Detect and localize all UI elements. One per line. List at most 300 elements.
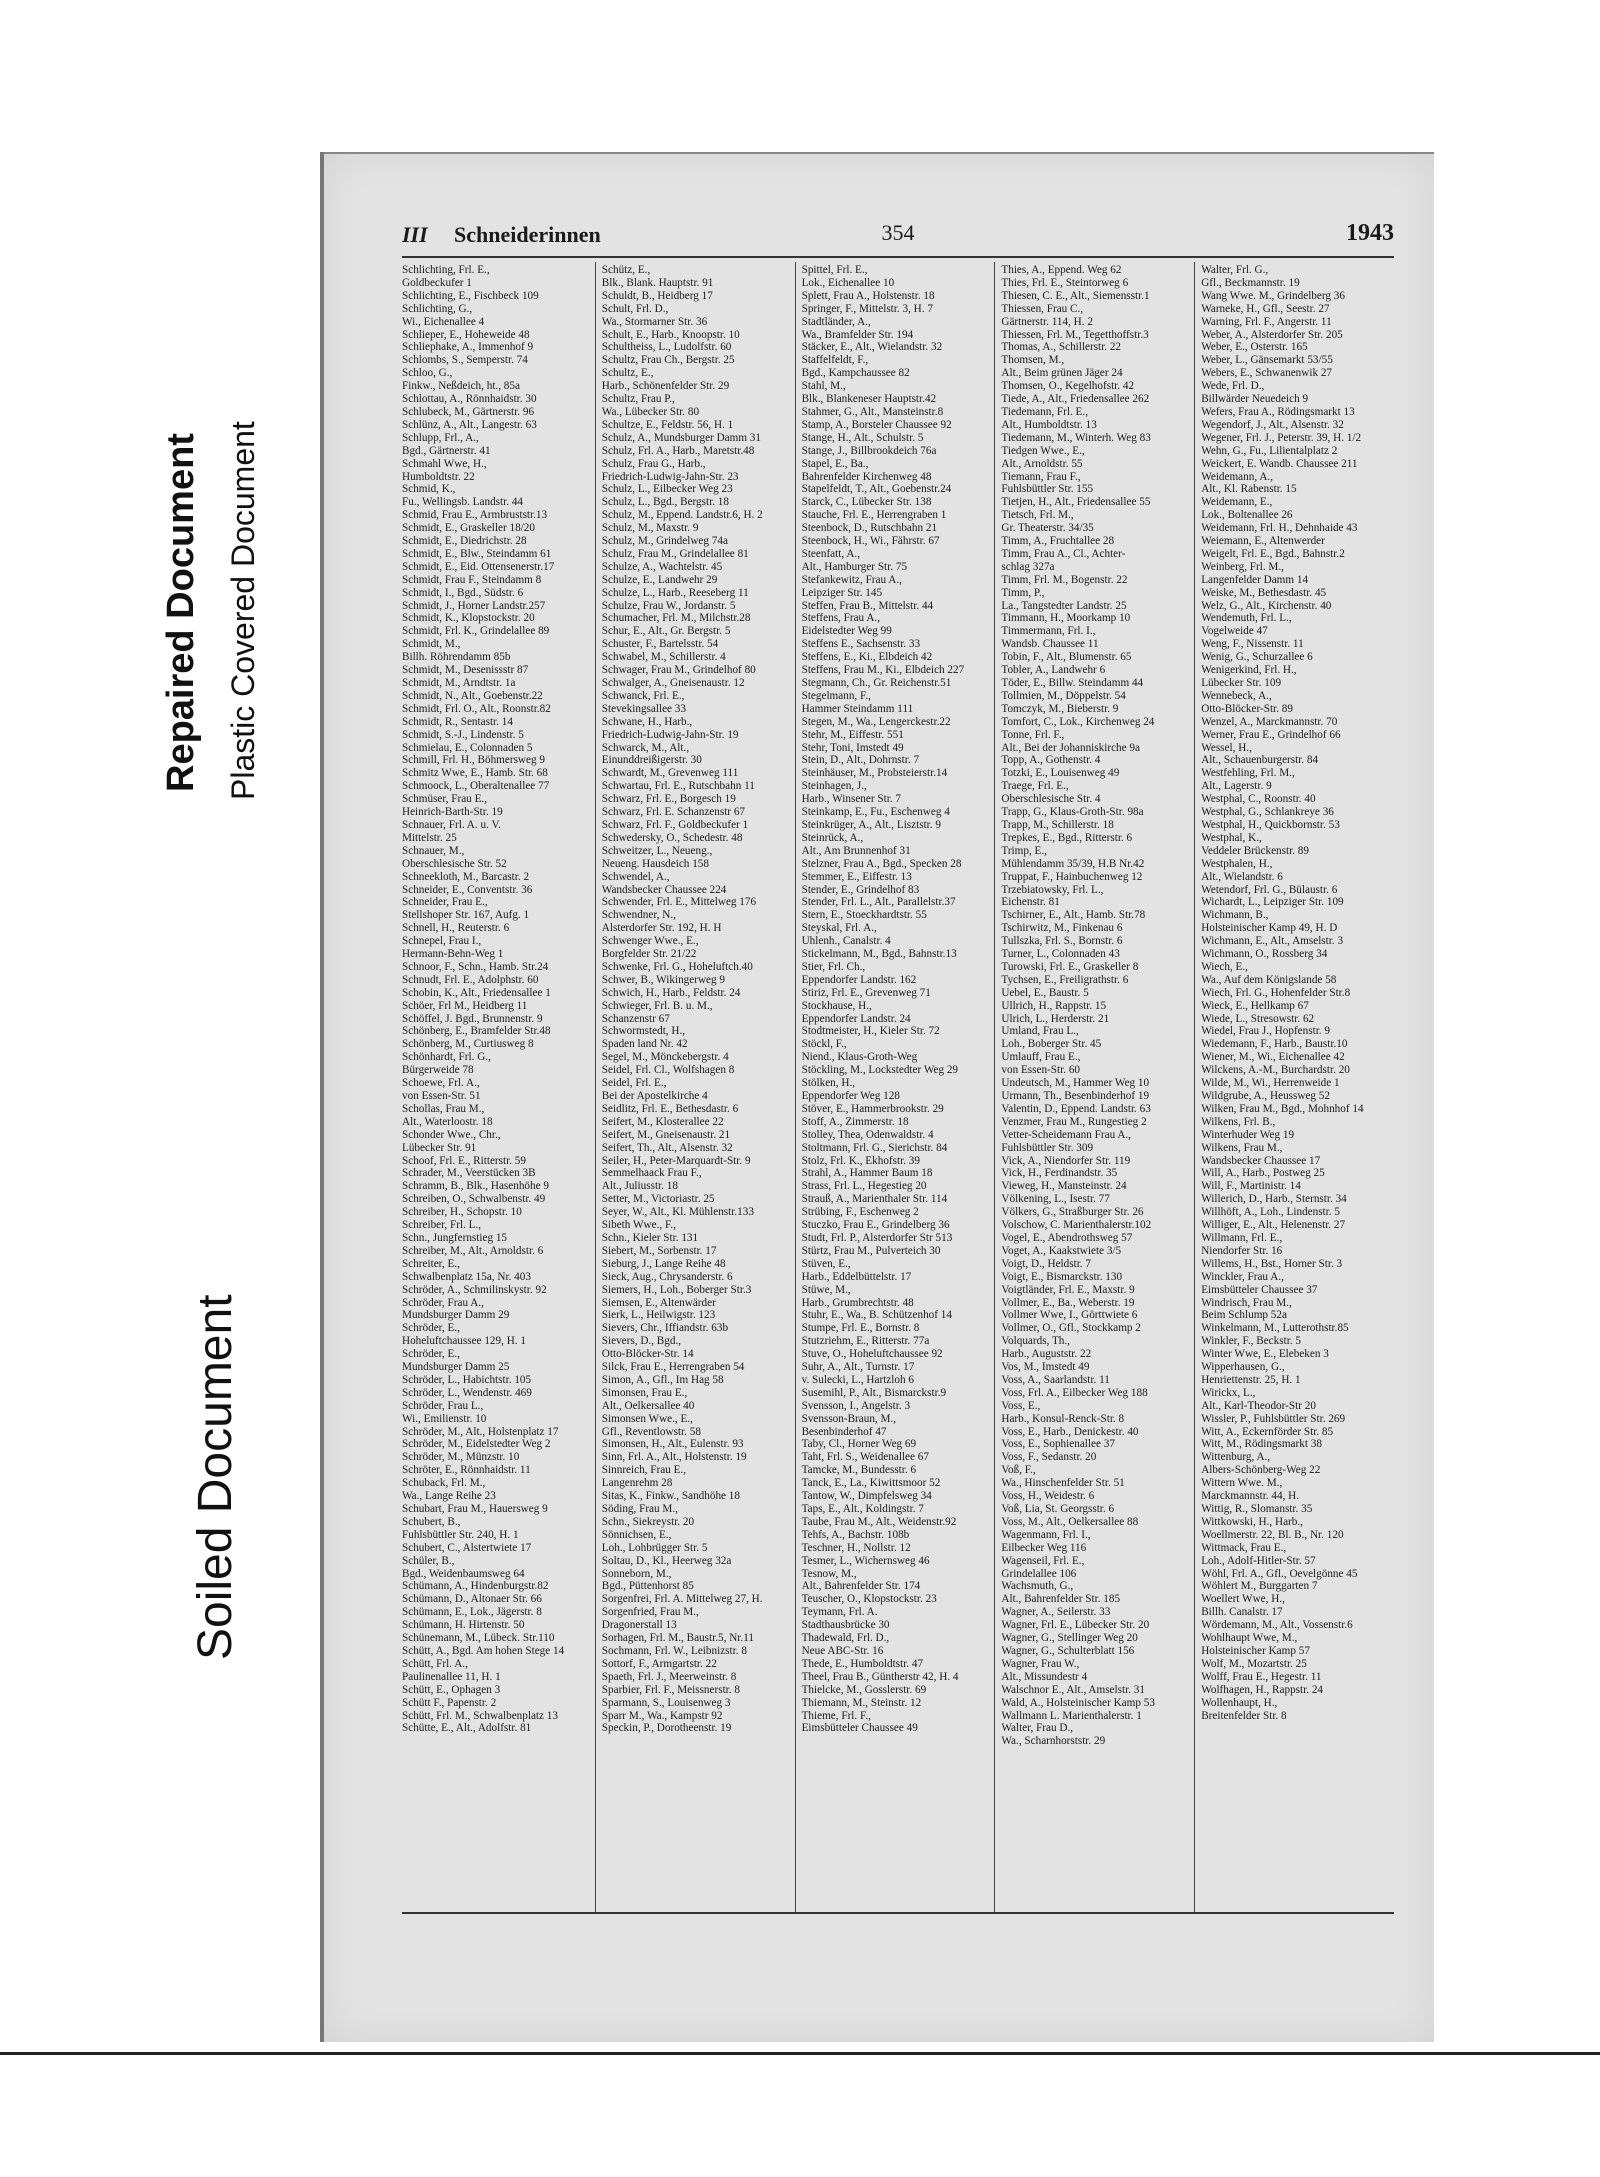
directory-entry: Schulze, Frau W., Jordanstr. 5 <box>601 599 736 612</box>
directory-entry: Voss, E., Sophienallee 37 <box>1001 1438 1115 1451</box>
directory-entry: Schmidt, I., Bgd., Südstr. 6 <box>402 586 524 599</box>
directory-entry: Schoof, Frl. E., Ritterstr. 59 <box>402 1154 526 1167</box>
directory-entry: Seifert, M., Gneisenaustr. 21 <box>601 1128 731 1141</box>
directory-entry: Wiech, E., Wa., Auf dem Königslande 58 <box>1201 960 1337 986</box>
directory-entry: Voss, Frl. A., Eilbecker Weg 188 <box>1001 1386 1148 1399</box>
directory-entry: Venzmer, Frau M., Rungestieg 2 <box>1001 1115 1147 1128</box>
directory-entry: Wennebeck, A., Otto-Blöcker-Str. 89 <box>1201 689 1293 715</box>
directory-entry: Stegen, M., Wa., Lengerckestr.22 <box>801 715 951 728</box>
directory-entry: Sievers, Chr., Iffiandstr. 63b <box>601 1322 729 1335</box>
directory-entry: Wessel, H., Alt., Schauenburgerstr. 84 <box>1201 741 1319 767</box>
directory-entry: Schwendner, N., Alsterdorfer Str. 192, H. H <box>601 909 722 935</box>
directory-entry: Schmidt, N., Alt., Goebenstr.22 <box>402 689 543 702</box>
directory-entry: Schmoock, L., Oberaltenallee 77 <box>402 780 550 793</box>
directory-entry: Wittig, R., Slomanstr. 35 <box>1201 1503 1313 1515</box>
directory-entry: Thielcke, M., Gosslerstr. 69 <box>801 1683 927 1696</box>
directory-entry: Schröder, E., Mundsburger Damm 25 <box>402 1348 510 1374</box>
directory-entry: Wagner, G., Stellinger Weg 20 <box>1001 1632 1138 1645</box>
directory-entry: Wagner, A., Seilerstr. 33 <box>1001 1606 1111 1619</box>
directory-entry: Schwarz, Frl. E. Schanzenstr 67 <box>601 806 746 819</box>
directory-entry: Tiedgen Wwe., E., Alt., Arnoldstr. 55 <box>1001 444 1085 470</box>
directory-entry: Tiedemann, Frl. E., Alt., Humboldtstr. 13 <box>1001 405 1097 431</box>
directory-entry: Westphalen, H., Alt., Wielandstr. 6 <box>1201 857 1283 883</box>
directory-entry: Vollmer, E., Ba., Weberstr. 19 <box>1001 1296 1135 1309</box>
directory-entry: Schlichting, Frl. E., Goldbeckufer 1 <box>402 264 490 289</box>
directory-entry: Will, F., Martinistr. 14 <box>1201 1180 1301 1193</box>
directory-entry: Steenbock, D., Rutschbahn 21 <box>801 522 938 535</box>
directory-entry: Willems, H., Bst., Horner Str. 3 <box>1201 1257 1343 1270</box>
directory-entry: Schwanck, Frl. E., Stevekingsallee 33 <box>601 689 686 715</box>
directory-entry: Schmid, K., Fu., Wellingsb. Landstr. 44 <box>402 483 524 509</box>
directory-entry: Schuback, Frl. M., Wa., Lange Reihe 23 <box>402 1477 496 1503</box>
directory-entry: Susemihl, P., Alt., Bismarckstr.9 <box>801 1386 947 1399</box>
directory-entry: Wolfhagen, H., Rappstr. 24 <box>1201 1683 1324 1696</box>
directory-entry: Siebert, M., Sorbenstr. 17 <box>601 1244 717 1257</box>
directory-entry: Schröder, M., Eidelstedter Weg 2 <box>402 1438 551 1451</box>
section-number: III <box>402 222 428 247</box>
directory-entry: Sorhagen, Frl. M., Baustr.5, Nr.11 <box>601 1632 754 1645</box>
directory-entry: Schmüser, Frau E., Heinrich-Barth-Str. 19 <box>402 793 503 819</box>
directory-entry: Schmidt, M., Arndtstr. 1a <box>402 677 516 689</box>
directory-entry: Undeutsch, M., Hammer Weg 10 <box>1001 1077 1150 1090</box>
directory-entry: Schultheiss, L., Ludolfstr. 60 <box>601 341 732 354</box>
directory-entry: Schütte, E., Alt., Adolfstr. 81 <box>402 1722 532 1735</box>
directory-entry: Seidel, Frl. E., Bei der Apostelkirche 4 <box>601 1077 708 1102</box>
directory-entry: Thomsen, O., Kegelhofstr. 42 <box>1001 380 1135 393</box>
directory-entry: Schmidt, R., Sentastr. 14 <box>402 715 513 728</box>
directory-entry: Wittenburg, A., Albers-Schönberg-Weg 22 <box>1201 1451 1321 1477</box>
plastic-covered-stamp: Plastic Covered Document <box>225 421 261 800</box>
directory-entry: Turner, L., Colonnaden 43 <box>1001 948 1120 961</box>
directory-entry: Wittern Wwe. M., Marckmannstr. 44, H. <box>1201 1477 1300 1503</box>
directory-entry: Seifert, Th., Alt., Alsenstr. 32 <box>601 1141 733 1154</box>
directory-entry: Tobin, F., Alt., Blumenstr. 65 <box>1001 651 1132 664</box>
directory-entry: Stahl, M., Blk., Blankeneser Hauptstr.42 <box>801 380 937 406</box>
directory-entry: Sönnichsen, E., Loh., Lohbrügger Str. 5 <box>601 1528 708 1554</box>
directory-entry: Schwender, Frl. E., Mittelweg 176 <box>601 896 757 909</box>
directory-entry: Schumacher, Frl. M., Milchstr.28 <box>601 612 751 625</box>
directory-entry: Werner, Frau E., Grindelhof 66 <box>1201 728 1341 741</box>
directory-entry: Schulz, Frl. A., Harb., Maretstr.48 <box>601 444 755 457</box>
directory-entry: Splett, Frau A., Holstenstr. 18 <box>801 289 935 302</box>
directory-entry: Schmidt, M., Billh. Röhrendamm 85b <box>402 638 511 664</box>
directory-entry: Wagner, Frau W., Alt., Missundestr 4 <box>1001 1657 1088 1683</box>
directory-entry: Schütt, Frl. A., Paulinenallee 11, H. 1 <box>402 1657 501 1683</box>
directory-entry: Schwormstedt, H., Spaden land Nr. 42 <box>601 1025 688 1051</box>
directory-entry: Wichardt, L., Leipziger Str. 109 <box>1201 896 1344 909</box>
directory-entry: Stern, E., Stoeckhardtstr. 55 <box>801 909 927 922</box>
directory-entry: Siemers, H., Loh., Boberger Str.3 <box>601 1283 752 1296</box>
directory-entry: Sitas, K., Finkw., Sandhöhe 18 <box>601 1490 740 1503</box>
page-header <box>402 218 1394 258</box>
directory-entry: Tesmer, L., Wichernsweg 46 <box>801 1554 930 1567</box>
directory-entry: Stapelfeldt, T., Alt., Goebenstr.24 <box>801 483 952 496</box>
directory-entry: Schobin, K., Alt., Friedensallee 1 <box>402 986 551 999</box>
directory-entry: Schwardt, M., Grevenweg 111 <box>601 767 739 780</box>
directory-entry: Vogel, E., Abendrothsweg 57 <box>1001 1231 1133 1244</box>
directory-entry: Vollmer Wwe, I., Görttwiete 6 <box>1001 1309 1138 1322</box>
directory-entry: Tychsen, E., Freiligrathstr. 6 <box>1001 973 1129 986</box>
directory-entry: Simonsen, Frau E., Alt., Oelkersallee 40 <box>601 1386 695 1412</box>
directory-entry: Stehr, M., Eiffestr. 551 <box>801 728 904 741</box>
directory-entry: Schubert, C., Alstertwiete 17 <box>402 1541 532 1554</box>
directory-entry: Schnauer, Frl. A. u. V. Mittelstr. 25 <box>402 818 501 844</box>
directory-entry: Schnoor, F., Schn., Hamb. Str.24 <box>402 960 549 973</box>
directory-entry: Volquards, Th., Harb., Auguststr. 22 <box>1001 1335 1092 1361</box>
directory-entry: Truppat, F., Hainbuchenweg 12 <box>1001 870 1143 883</box>
directory-entry: Westphal, C., Roonstr. 40 <box>1201 793 1316 806</box>
directory-entry: Westphal, G., Schlankreye 36 <box>1201 806 1334 819</box>
directory-entry: Speckin, P., Dorotheenstr. 19 <box>601 1722 732 1735</box>
directory-entry: Uebel, E., Baustr. 5 <box>1001 986 1089 999</box>
directory-entry: Schulz, M., Eppend. Landstr.6, H. 2 <box>601 509 763 522</box>
directory-entry: Voget, A., Kaakstwiete 3/5 <box>1001 1244 1122 1257</box>
directory-entry: Strahl, A., Hammer Baum 18 <box>801 1167 933 1180</box>
directory-entry: Tamcke, M., Bundesstr. 6 <box>801 1464 917 1477</box>
directory-entry: Schümann, D., Altonaer Str. 66 <box>402 1593 542 1606</box>
directory-entry: Vollmer, O., Gfl., Stockkamp 2 <box>1001 1322 1141 1335</box>
directory-entry: Schünemann, M., Lübeck. Str.110 <box>402 1632 555 1645</box>
directory-entry: Wagenmann, Frl. I., Eilbecker Weg 116 <box>1001 1528 1091 1554</box>
directory-entry: Wagenseil, Frl. E., Grindelallee 106 <box>1001 1554 1085 1580</box>
directory-entry: Warning, Frl. F., Angerstr. 11 <box>1201 315 1332 328</box>
directory-entry: Wiedemann, F., Harb., Baustr.10 <box>1201 1038 1348 1051</box>
directory-entry: Schmidt, S.-J., Lindenstr. 5 <box>402 728 524 741</box>
directory-entry: Stefankewitz, Frau A., Leipziger Str. 145 <box>801 573 902 599</box>
directory-entry: Windrisch, Frau M., Beim Schlump 52a <box>1201 1296 1292 1322</box>
directory-entry: Schulz, L., Eilbecker Weg 23 <box>601 483 733 496</box>
directory-entry: Stüven, E., Harb., Eddelbüttelstr. 17 <box>801 1257 912 1283</box>
directory-entry: Wiener, M., Wi., Eichenallee 42 <box>1201 1051 1345 1064</box>
directory-entry: Thomsen, M., Alt., Beim grünen Jäger 24 <box>1001 354 1123 380</box>
directory-entry: Schwalger, A., Gneisenaustr. 12 <box>601 677 745 689</box>
directory-entry: Schmid, Frau E., Armbruststr.13 <box>402 509 548 522</box>
directory-entry: Trimp, E., Mühlendamm 35/39, H.B Nr.42 <box>1001 844 1145 870</box>
directory-entry: Walter, Frl. G., Gfl., Beckmannstr. 19 <box>1201 264 1300 289</box>
directory-entry: Tietsch, Frl. M., Gr. Theaterstr. 34/35 <box>1001 509 1094 535</box>
directory-entry: Schröder, M., Alt., Holstenplatz 17 <box>402 1425 559 1438</box>
directory-entry: Schliephake, A., Immenhof 9 <box>402 341 534 354</box>
directory-entry: Sparmann, S., Louisenweg 3 <box>601 1696 731 1709</box>
directory-entry: Schult, Frl. D., Wa., Stormarner Str. 36 <box>601 302 708 328</box>
directory-entry: Stadtländer, A., Wa., Bramfelder Str. 194 <box>801 315 914 341</box>
directory-entry: Steinhagen, J., Harb., Winsener Str. 7 <box>801 780 901 806</box>
directory-entry: Schmielau, E., Colonnaden 5 <box>402 741 533 754</box>
directory-entry: Sparbier, Frl. F., Meissnerstr. 8 <box>601 1683 740 1696</box>
directory-entry: Steffens E., Sachsenstr. 33 <box>801 638 921 651</box>
page-top-edge <box>324 152 1434 154</box>
listing-column-3 <box>795 262 995 1912</box>
directory-entry: Traege, Frl. E., Oberschlesische Str. 4 <box>1001 780 1101 806</box>
directory-entry: Schütt, A., Bgd. Am hohen Stege 14 <box>402 1644 565 1657</box>
directory-entry: Schlünz, A., Alt., Langestr. 63 <box>402 418 537 431</box>
directory-entry: Winkler, F., Beckstr. 5 <box>1201 1335 1301 1348</box>
directory-entry: Schröder, Frau A., Mundsburger Damm 29 <box>402 1296 510 1322</box>
directory-entry: Schneider, Frau E., Stellshoper Str. 167, Aufg. 1 <box>402 896 530 922</box>
directory-entry: Wenigerkind, Frl. H., Lübecker Str. 109 <box>1201 664 1297 689</box>
directory-entry: Voss, H., Weidestr. 6 <box>1001 1490 1095 1503</box>
directory-entry: Tiemann, Frau F., Fuhlsbüttler Str. 155 <box>1001 470 1094 496</box>
directory-entry: Stutzriehm, E., Ritterstr. 77a <box>801 1335 930 1348</box>
directory-entry: Wiedel, Frau J., Hopfenstr. 9 <box>1201 1025 1330 1038</box>
directory-entry: Weidemann, E., Lok., Boltenallee 26 <box>1201 496 1293 522</box>
directory-entry: Schulze, L., Harb., Reeseberg 11 <box>601 586 749 599</box>
directory-entry: Strauß, A., Marienthaler Str. 114 <box>801 1193 948 1206</box>
directory-entry: Schmidt, E., Blw., Steindamm 61 <box>402 547 552 560</box>
directory-entry: Schmidt, Frau F., Steindamm 8 <box>402 573 542 586</box>
directory-entry: Schnudt, Frl. E., Adolphstr. 60 <box>402 973 539 986</box>
directory-entry: Tullszka, Frl. S., Bornstr. 6 <box>1001 935 1123 948</box>
directory-entry: Schnauer, M., Oberschlesische Str. 52 <box>402 844 507 870</box>
directory-entry: Spittel, Frl. E., Lok., Eichenallee 10 <box>801 264 895 289</box>
directory-entry: Thiessen, Frau C., Gärtnerstr. 114, H. 2 <box>1001 302 1093 328</box>
directory-entry: Taht, Frl. S., Weidenallee 67 <box>801 1451 929 1464</box>
directory-entry: Schreiber, M., Alt., Arnoldstr. 6 <box>402 1244 544 1257</box>
directory-entry: Steffen, Frau B., Mittelstr. 44 <box>801 599 934 612</box>
directory-entry: Schröder, E., Hoheluftchaussee 129, H. 1 <box>402 1322 526 1348</box>
directory-entry: Sonneborn, M., Bgd., Püttenhorst 85 <box>601 1567 694 1593</box>
directory-entry: Schmitz Wwe, E., Hamb. Str. 68 <box>402 767 548 780</box>
directory-entry: Stegmann, Ch., Gr. Reichenstr.51 <box>801 677 952 689</box>
directory-entry: Schuldt, B., Heidberg 17 <box>601 289 713 302</box>
directory-entry: Schoewe, Frl. A., von Essen-Str. 51 <box>402 1077 481 1102</box>
directory-entry: Tonne, Frl. F., Alt., Bei der Johanniskirche 9a <box>1001 728 1140 754</box>
directory-entry: Schröder, A., Schmilinskystr. 92 <box>402 1283 547 1296</box>
directory-entry: Schmidt, E., Diedrichstr. 28 <box>402 535 527 548</box>
directory-entry: Schwarz, Frl. F., Goldbeckufer 1 <box>601 818 749 831</box>
directory-entry: Stöver, E., Hammerbrookstr. 29 <box>801 1102 944 1115</box>
directory-entry: Sibeth Wwe., F., Schn., Kieler Str. 131 <box>601 1219 699 1244</box>
directory-entry: Schmidt, E., Eid. Ottensenerstr.17 <box>402 560 555 573</box>
directory-entry: Steinkrüger, A., Alt., Lisztstr. 9 <box>801 818 941 831</box>
directory-entry: Westphal, K., Veddeler Brückenstr. 89 <box>1201 831 1309 857</box>
directory-entry: Schümann, E., Lok., Jägerstr. 8 <box>402 1606 542 1619</box>
directory-entry: Schlottau, A., Rönnhaidstr. 30 <box>402 393 537 406</box>
directory-entry: Tietjen, H., Alt., Friedensallee 55 <box>1001 496 1151 509</box>
directory-entry: Schröder, L., Wendenstr. 469 <box>402 1386 532 1399</box>
directory-entry: Schmill, Frl. H., Böhmersweg 9 <box>402 754 545 767</box>
directory-entry: Stürtz, Frau M., Pulverteich 30 <box>801 1244 941 1257</box>
directory-entry: Webers, E., Schwanenwik 27 <box>1201 367 1333 380</box>
directory-entry: Timm, Frau A., Cl., Achter- schlag 327a <box>1001 547 1126 573</box>
directory-entry: Schwich, H., Harb., Feldstr. 24 <box>601 986 741 999</box>
directory-entry: Sochmann, Frl. W., Leibnizstr. 8 <box>601 1644 747 1657</box>
directory-entry: Stöckling, M., Lockstedter Weg 29 <box>801 1064 959 1077</box>
directory-entry: Schneekloth, M., Barcastr. 2 <box>402 870 530 883</box>
directory-entry: Timm, P., La., Tangstedter Landstr. 25 <box>1001 586 1127 612</box>
directory-entry: Volschow, C. Marienthalerstr.102 <box>1001 1219 1152 1232</box>
directory-entry: Umland, Frau L., Loh., Boberger Str. 45 <box>1001 1025 1102 1051</box>
directory-entry: Weidemann, Frl. H., Dehnhaide 43 <box>1201 522 1358 535</box>
directory-entry: Wiede, L., Stresowstr. 62 <box>1201 1012 1315 1025</box>
directory-entry: Seiler, H., Peter-Marquardt-Str. 9 <box>601 1154 751 1167</box>
directory-entry: Wagner, Frl. E., Lübecker Str. 20 <box>1001 1619 1150 1632</box>
directory-entry: Tesnow, M., Alt., Bahrenfelder Str. 174 <box>801 1567 921 1593</box>
directory-entry: Wetendorf, Frl. G., Bülaustr. 6 <box>1201 883 1338 896</box>
page-number: 354 <box>881 220 915 245</box>
scan-bottom-edge <box>0 2052 1600 2055</box>
directory-entry: Williger, E., Alt., Helenenstr. 27 <box>1201 1219 1346 1232</box>
directory-entry: Steinrück, A., Alt., Am Brunnenhof 31 <box>801 831 911 857</box>
listing-column-1 <box>402 262 595 1912</box>
directory-entry: Schultz, Frau Ch., Bergstr. 25 <box>601 354 735 367</box>
directory-entry: Tanck, E., La., Kiwittsmoor 52 <box>801 1477 941 1490</box>
directory-entry: Schwarz, Frl. E., Borgesch 19 <box>601 793 736 806</box>
directory-entry: Wichmann, B., Holsteinischer Kamp 49, H. D <box>1201 909 1338 935</box>
directory-entry: Vick, H., Ferdinandstr. 35 <box>1001 1167 1118 1180</box>
directory-entry: Weber, L., Gänsemarkt 53/55 <box>1201 354 1333 367</box>
directory-entry: Suhr, A., Alt., Turnstr. 17 <box>801 1361 915 1374</box>
directory-entry: Schulz, M., Maxstr. 9 <box>601 522 699 535</box>
directory-entry: Tiedemann, M., Winterh. Weg 83 <box>1001 431 1151 444</box>
directory-entry: Wilken, Frau M., Bgd., Mohnhof 14 <box>1201 1102 1364 1115</box>
directory-entry: Welz, G., Alt., Kirchenstr. 40 <box>1201 599 1332 612</box>
directory-entry: Wissler, P., Fuhlsbüttler Str. 269 <box>1201 1412 1346 1425</box>
directory-entry: Seifert, M., Klosterallee 22 <box>601 1115 724 1128</box>
directory-entry: Schreiber, Frl. L., Schn., Jungfernstieg 15 <box>402 1219 508 1244</box>
directory-entry: Stölken, H., Eppendorfer Weg 128 <box>801 1077 900 1102</box>
repaired-document-stamp: Repaired Document <box>160 433 202 792</box>
directory-entry: Seyer, W., Alt., Kl. Mühlenstr.133 <box>601 1206 754 1219</box>
page-year: 1943 <box>1346 220 1394 246</box>
directory-entry: Schulz, A., Mundsburger Damm 31 <box>601 431 761 444</box>
directory-entry: Weber, A., Alsterdorfer Str. 205 <box>1201 328 1343 341</box>
directory-entry: Voss, M., Alt., Oelkersallee 88 <box>1001 1515 1139 1528</box>
directory-entry: Wegendorf, J., Alt., Alsenstr. 32 <box>1201 418 1344 431</box>
directory-entry: Thadewald, Frl. D., Neue ABC-Str. 16 <box>801 1632 890 1657</box>
directory-entry: Schröter, E., Rönnhaidstr. 11 <box>402 1464 531 1477</box>
directory-entry: Stahmer, G., Alt., Mansteinstr.8 <box>801 405 944 418</box>
directory-entry: Wagner, G., Schulterblatt 156 <box>1001 1644 1135 1657</box>
directory-entry: Steffens, Frau M., Ki., Elbdeich 227 <box>801 664 965 677</box>
directory-entry: Schreiter, E., Schwalbenplatz 15a, Nr. 403 <box>402 1257 531 1283</box>
directory-entry: Wachsmuth, G., Alt., Bahrenfelder Str. 185 <box>1001 1580 1121 1606</box>
directory-entry: Wallmann L. Marienthalerstr. 1 <box>1001 1709 1142 1722</box>
directory-entry: Schulz, L., Bgd., Bergstr. 18 <box>601 496 729 509</box>
directory-entry: Staffelfeldt, F., Bgd., Kampchaussee 82 <box>801 354 910 380</box>
directory-entry: Stapel, E., Ba., Bahrenfelder Kirchenweg 48 <box>801 457 932 483</box>
directory-entry: Sievers, D., Bgd., Otto-Blöcker-Str. 14 <box>601 1335 694 1361</box>
directory-entry: Sorgenfried, Frau M., Dragonerstall 13 <box>601 1606 699 1632</box>
directory-entry: Timm, Frl. M., Bogenstr. 22 <box>1001 573 1128 586</box>
directory-entry: Wipperhausen, G., Henriettenstr. 25, H. 1 <box>1201 1361 1301 1386</box>
directory-entry: Ulrich, L., Herderstr. 21 <box>1001 1012 1110 1025</box>
directory-entry: Stockhause, H., Eppendorfer Landstr. 24 <box>801 999 911 1025</box>
directory-entry: Sinn, Frl. A., Alt., Holstenstr. 19 <box>601 1451 747 1464</box>
directory-entry: Studt, Frl. P., Alsterdorfer Str 513 <box>801 1231 953 1244</box>
directory-entry: Wichmann, O., Rossberg 34 <box>1201 948 1328 961</box>
directory-entry: Völkers, G., Straßburger Str. 26 <box>1001 1206 1144 1219</box>
directory-entry: Teuscher, O., Klopstockstr. 23 <box>801 1593 937 1606</box>
directory-entry: Schmidt, Frl. K., Grindelallee 89 <box>402 625 550 638</box>
header-rule <box>402 256 1394 258</box>
directory-entry: Schwane, H., Harb., Friedrich-Ludwig-Jahn-Str. 19 <box>601 715 739 741</box>
directory-entry: Silck, Frau E., Herrengraben 54 <box>601 1361 745 1374</box>
directory-entry: Wolf, M., Mozartstr. 25 <box>1201 1657 1307 1670</box>
directory-entry: Will, A., Harb., Postweg 25 <box>1201 1167 1325 1180</box>
directory-entry: Schramm, B., Blk., Hasenhöhe 9 <box>402 1180 549 1193</box>
directory-entry: Schüler, B., Bgd., Weidenbaumsweg 64 <box>402 1554 525 1580</box>
directory-entry: Tschirner, E., Alt., Hamb. Str.78 <box>1001 909 1146 922</box>
directory-entry: Schnepel, Frau I., Hermann-Behn-Weg 1 <box>402 935 504 961</box>
directory-entry: Schlubeck, M., Gärtnerstr. 96 <box>402 405 535 418</box>
directory-entry: Schöer, Frl M., Heidberg 11 <box>402 999 528 1012</box>
directory-entry: Totzki, E., Louisenweg 49 <box>1001 767 1120 780</box>
directory-entry: Thies, Frl. E., Steintorweg 6 <box>1001 276 1129 289</box>
directory-entry: Sieburg, J., Lange Reihe 48 <box>601 1257 726 1270</box>
directory-entry: Schultz, Frau P., Wa., Lübecker Str. 80 <box>601 393 700 418</box>
directory-entry: Weidemann, A., Alt., Kl. Rabenstr. 15 <box>1201 470 1297 496</box>
directory-entry: Schümann, H. Hirtenstr. 50 <box>402 1619 525 1632</box>
directory-entry: Voigt, E., Bismarckstr. 130 <box>1001 1270 1123 1283</box>
directory-entry: Valentin, D., Eppend. Landstr. 63 <box>1001 1102 1151 1115</box>
directory-entry: Svensson-Braun, M., Besenbinderhof 47 <box>801 1412 897 1438</box>
directory-entry: Schult, E., Harb., Knoopstr. 10 <box>601 328 740 341</box>
directory-entry: Stolz, Frl. K., Ekhofstr. 39 <box>801 1154 920 1167</box>
directory-entry: Schwager, Frau M., Grindelhof 80 <box>601 664 756 677</box>
directory-entry: Taps, E., Alt., Koldingstr. 7 <box>801 1503 924 1515</box>
directory-entry: Schmidt, Frl. O., Alt., Roonstr.82 <box>402 702 551 715</box>
directory-entry: Walschnor E., Alt., Amselstr. 31 <box>1001 1683 1145 1696</box>
directory-entry: Völkening, L., Isestr. 77 <box>1001 1193 1110 1206</box>
directory-entry: Weiemann, E., Altenwerder <box>1201 535 1325 548</box>
directory-entry: Schwenger Wwe., E., Borgfelder Str. 21/22 <box>601 935 699 961</box>
directory-entry: Taby, Cl., Horner Weg 69 <box>801 1438 917 1451</box>
directory-entry: Tiede, A., Alt., Friedensallee 262 <box>1001 393 1150 406</box>
directory-entry: Schnell, H., Reuterstr. 6 <box>402 922 510 935</box>
directory-entry: Steffens, Frau A., Eidelstedter Weg 99 <box>801 612 892 638</box>
directory-entry: Schönhardt, Frl. G., Bürgerweide 78 <box>402 1051 491 1077</box>
directory-entry: Weng, F., Nissenstr. 11 <box>1201 638 1304 651</box>
directory-entry: Stuczko, Frau E., Grindelberg 36 <box>801 1219 950 1232</box>
directory-entry: Stehr, Toni, Imstedt 49 <box>801 741 904 754</box>
directory-entry: Wegener, Frl. J., Peterstr. 39, H. 1/2 <box>1201 431 1362 444</box>
directory-entry: Voss, A., Saarlandstr. 11 <box>1001 1373 1110 1386</box>
directory-entry: Schöffel, J. Bgd., Brunnenstr. 9 <box>402 1012 543 1025</box>
directory-entry: Schulz, Frau M., Grindelallee 81 <box>601 547 749 560</box>
directory-entry: Wittmack, Frau E., Loh., Adolf-Hitler-Str. 57 <box>1201 1541 1316 1567</box>
directory-entry: Schröder, Frau L., Wi., Emilienstr. 10 <box>402 1399 487 1425</box>
directory-entry: Schmidt, E., Graskeller 18/20 <box>402 522 535 535</box>
directory-entry: Voß, F., Wa., Hinschenfelder Str. 51 <box>1001 1464 1125 1490</box>
directory-entry: Winkelmann, M., Lutterothstr.85 <box>1201 1322 1349 1335</box>
directory-entry: Stumpe, Frl. E., Bornstr. 8 <box>801 1322 920 1335</box>
document-stamps <box>150 300 310 1950</box>
directory-entry: Stange, J., Billbrookdeich 76a <box>801 444 937 457</box>
directory-entry: Turowski, Frl. E., Graskeller 8 <box>1001 960 1139 973</box>
directory-entry: Witt, M., Rödingsmarkt 38 <box>1201 1438 1322 1451</box>
directory-entry: Voigtländer, Frl. E., Maxstr. 9 <box>1001 1283 1135 1296</box>
directory-entry: Willhöft, A., Loh., Lindenstr. 5 <box>1201 1206 1340 1219</box>
directory-entry: Steffens, E., Ki., Elbdeich 42 <box>801 651 933 664</box>
directory-entry: Urmann, Th., Besenbinderhof 19 <box>1001 1090 1150 1102</box>
directory-entry: Schur, E., Alt., Gr. Bergstr. 5 <box>601 625 731 638</box>
directory-entry: Schröder, M., Münzstr. 10 <box>402 1451 520 1464</box>
directory-entry: Schweitzer, L., Neueng., Neueng. Hausdeich 158 <box>601 844 713 870</box>
directory-entry: Schwendel, A., Wandsbecker Chaussee 224 <box>601 870 727 896</box>
directory-entry: Tantow, W., Dimpfelsweg 34 <box>801 1490 932 1503</box>
directory-entry: Voigt, D., Heldstr. 7 <box>1001 1257 1091 1270</box>
directory-entry: Thomas, A., Schillerstr. 22 <box>1001 341 1122 354</box>
directory-entry: Springer, F., Mittelstr. 3, H. 7 <box>801 302 933 315</box>
directory-entry: Stein, D., Alt., Dohrnstr. 7 <box>801 754 920 767</box>
directory-entry: Trapp, G., Klaus-Groth-Str. 98a <box>1001 806 1144 819</box>
directory-entry: Trepkes, E., Bgd., Ritterstr. 6 <box>1001 831 1133 844</box>
directory-entry: Stüwe, M., Harb., Grumbrechtstr. 48 <box>801 1283 914 1309</box>
directory-entry: Wilckens, A.-M., Burchardstr. 20 <box>1201 1064 1350 1077</box>
directory-entry: Stoff, A., Zimmerstr. 18 <box>801 1115 909 1128</box>
directory-entry: Thiessen, Frl. M., Tegetthoffstr.3 <box>1001 328 1149 341</box>
